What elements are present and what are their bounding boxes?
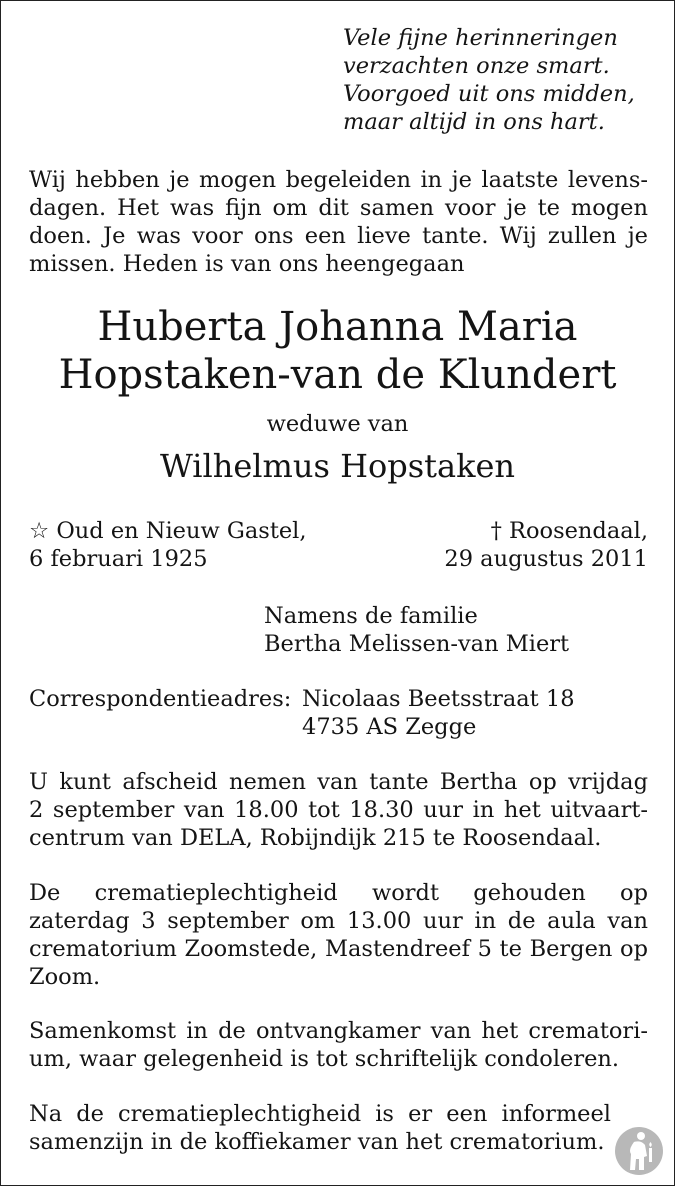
cremation-line: Zoom. bbox=[29, 964, 101, 990]
deceased-name-line1: Huberta Johanna Maria bbox=[97, 304, 578, 350]
poem-line: maar altijd in ons hart. bbox=[343, 109, 605, 135]
deceased-name-line2: Hopstaken-van de Klundert bbox=[58, 352, 617, 398]
widow-of-label: weduwe van bbox=[266, 411, 409, 437]
intro-paragraph bbox=[29, 166, 648, 278]
cremation-paragraph bbox=[29, 879, 648, 991]
candle-figure-logo-icon bbox=[614, 1126, 664, 1176]
star-icon: ☆ bbox=[29, 518, 50, 544]
death-place bbox=[491, 517, 648, 545]
poem bbox=[343, 24, 635, 136]
farewell-line: centrum van DELA, Robijndijk 215 te Roosendaal. bbox=[29, 825, 602, 851]
death-date: 29 augustus 2011 bbox=[444, 546, 648, 572]
coffee-paragraph bbox=[29, 1100, 611, 1156]
birth-place-text: Oud en Nieuw Gastel, bbox=[56, 518, 307, 544]
intro-line: missen. Heden is van ons heengegaan bbox=[29, 251, 465, 277]
gathering-line: Samenkomst in de ontvangkamer van het crematori- bbox=[29, 1018, 648, 1044]
birth-place bbox=[29, 517, 307, 545]
cross-icon: † bbox=[490, 518, 502, 544]
signature-line1: Namens de familie bbox=[264, 603, 478, 629]
correspondence-city: 4735 AS Zegge bbox=[302, 714, 477, 740]
cremation-line: crematorium Zoomstede, Mastendreef 5 te Bergen op bbox=[29, 936, 648, 962]
farewell-line: 2 september van 18.00 tot 18.30 uur in het uitvaart- bbox=[29, 797, 648, 823]
cremation-line: zaterdag 3 september om 13.00 uur in de aula van bbox=[29, 908, 648, 934]
death-place-text: Roosendaal, bbox=[509, 518, 648, 544]
birth-date: 6 februari 1925 bbox=[29, 546, 208, 572]
gathering-paragraph bbox=[29, 1017, 648, 1073]
signature-line2: Bertha Melissen-van Miert bbox=[264, 631, 570, 657]
coffee-line: samenzijn in de koffiekamer van het crematorium. bbox=[29, 1129, 605, 1155]
gathering-line: um, waar gelegenheid is tot schriftelijk condoleren. bbox=[29, 1046, 620, 1072]
intro-line: dagen. Het was fijn om dit samen voor je te mogen bbox=[29, 195, 648, 221]
correspondence-label: Correspondentieadres: bbox=[29, 686, 292, 712]
spouse-name: Wilhelmus Hopstaken bbox=[159, 447, 516, 485]
intro-line: Wij hebben je mogen begeleiden in je laatste levens- bbox=[29, 167, 648, 193]
farewell-paragraph bbox=[29, 768, 648, 852]
correspondence-street: Nicolaas Beetsstraat 18 bbox=[302, 686, 575, 712]
poem-line: Vele fijne herinneringen bbox=[343, 25, 618, 51]
intro-line: doen. Je was voor ons een lieve tante. Wij zullen je bbox=[29, 223, 648, 249]
poem-line: Voorgoed uit ons midden, bbox=[343, 81, 635, 107]
coffee-line: Na de crematieplechtigheid is er een informeel bbox=[29, 1101, 611, 1127]
farewell-line: U kunt afscheid nemen van tante Bertha op vrijdag bbox=[29, 769, 648, 795]
cremation-line: De crematieplechtigheid wordt gehouden op bbox=[29, 880, 648, 906]
poem-line: verzachten onze smart. bbox=[343, 53, 610, 79]
